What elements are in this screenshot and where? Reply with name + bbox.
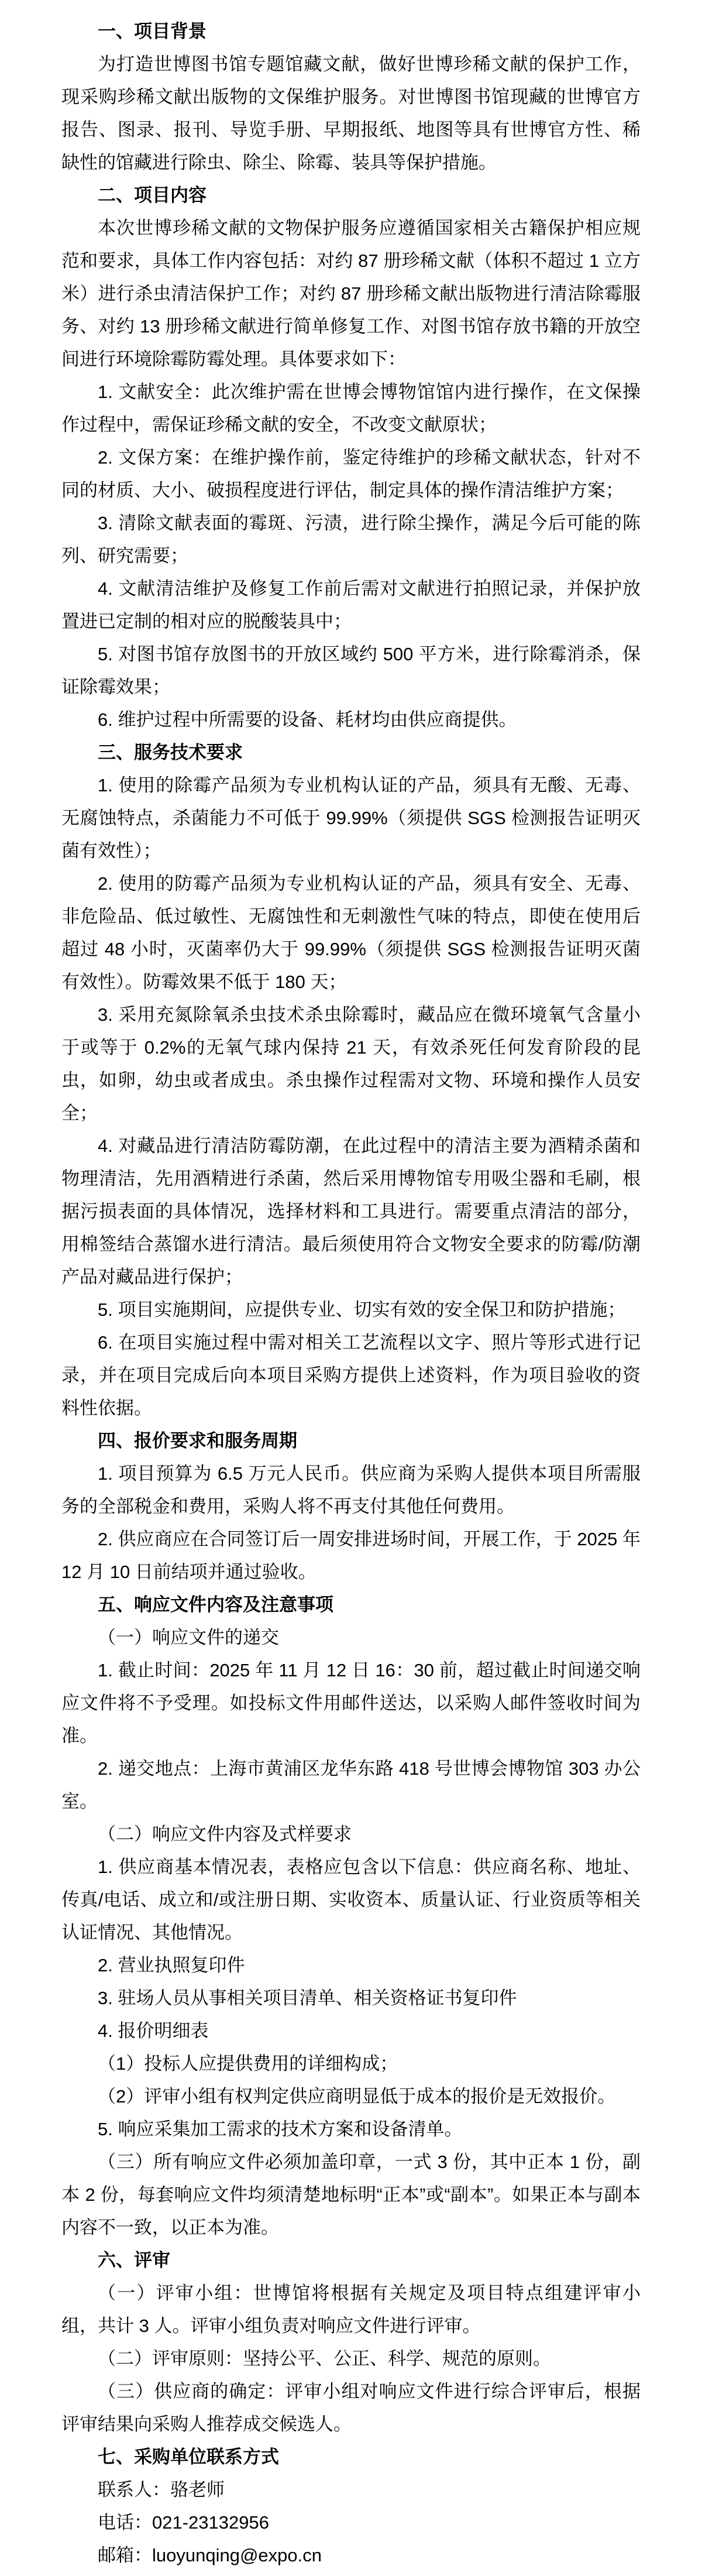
paragraph: 2. 文保方案：在维护操作前，鉴定待维护的珍稀文献状态，针对不同的材质、大小、破损程度进行评估，制定具体的操作清洁维护方案；: [61, 447, 641, 500]
heading-project-background: 一、项目背景: [98, 21, 207, 42]
paragraph: 5. 对图书馆存放图书的开放区域约 500 平方米，进行除霉消杀，保证除霉效果；: [61, 644, 641, 697]
heading-evaluation: 六、评审: [98, 2250, 170, 2270]
paragraph: 1. 使用的除霉产品须为专业机构认证的产品，须具有无酸、无毒、无腐蚀特点，杀菌能力不可低于 99.99%（须提供 SGS 检测报告证明灭菌有效性）；: [61, 775, 641, 861]
paragraph: （一）评审小组：世博馆将根据有关规定及项目特点组建评审小组，共计 3 人。评审小组负责对响应文件进行评审。: [61, 2283, 641, 2336]
paragraph: （二）评审原则：坚持公平、公正、科学、规范的原则。: [98, 2348, 551, 2369]
contact-email-line: 邮箱：luoyunqing@expo.cn: [98, 2545, 322, 2565]
paragraph: 6. 维护过程中所需要的设备、耗材均由供应商提供。: [98, 709, 517, 730]
paragraph: 2. 使用的防霉产品须为专业机构认证的产品，须具有安全、无毒、非危险品、低过敏性、无腐蚀性和无刺激性气味的特点，即使在使用后超过 48 小时，灭菌率仍大于 99.99%（须提供 SGS 检测报告证明灭菌有效性）。防霉效果不低于 180 天；: [61, 873, 641, 992]
paragraph: 5. 响应采集加工需求的技术方案和设备清单。: [98, 2119, 463, 2139]
paragraph: （三）所有响应文件必须加盖印章，一式 3 份，其中正本 1 份，副本 2 份，每套响应文件均须清楚地标明“正本”或“副本”。如果正本与副本内容不一致，以正本为准。: [61, 2152, 641, 2238]
paragraph: （1）投标人应提供费用的详细构成；: [98, 2053, 398, 2074]
paragraph: 1. 项目预算为 6.5 万元人民币。供应商为采购人提供本项目所需服务的全部税金和费用，采购人将不再支付其他任何费用。: [61, 1463, 641, 1517]
heading-technical-requirements: 三、服务技术要求: [98, 742, 243, 763]
paragraph: 2. 供应商应在合同签订后一周安排进场时间，开展工作，于 2025 年 12 月 10 日前结项并通过验收。: [61, 1529, 641, 1582]
contact-person-line: 联系人：骆老师: [98, 2479, 225, 2500]
heading-response-documents: 五、响应文件内容及注意事项: [98, 1594, 333, 1615]
paragraph: 5. 项目实施期间，应提供专业、切实有效的安全保卫和防护措施；: [98, 1299, 626, 1320]
paragraph: 2. 递交地点：上海市黄浦区龙华东路 418 号世博会博物馆 303 办公室。: [61, 1758, 641, 1812]
paragraph: （三）供应商的确定：评审小组对响应文件进行综合评审后，根据评审结果向采购人推荐成交候选人。: [61, 2381, 641, 2434]
heading-contact-info: 七、采购单位联系方式: [98, 2447, 279, 2467]
paragraph: 1. 文献安全：此次维护需在世博会博物馆馆内进行操作，在文保操作过程中，需保证珍稀文献的安全，不改变文献原状；: [61, 382, 641, 435]
contact-phone-line: 电话：021-23132956: [98, 2512, 269, 2533]
paragraph: 4. 文献清洁维护及修复工作前后需对文献进行拍照记录，并保护放置进已定制的相对应的脱酸装具中；: [61, 578, 641, 632]
heading-project-content: 二、项目内容: [98, 185, 207, 205]
paragraph: 为打造世博图书馆专题馆藏文献，做好世博珍稀文献的保护工作，现采购珍稀文献出版物的文保维护服务。对世博图书馆现藏的世博官方报告、图录、报刊、导览手册、早期报纸、地图等具有世博官方性、稀缺性的馆藏进行除虫、除尘、除霉、装具等保护措施。: [61, 54, 641, 173]
paragraph: 3. 清除文献表面的霉斑、污渍，进行除尘操作，满足今后可能的陈列、研究需要；: [61, 513, 641, 566]
paragraph: 6. 在项目实施过程中需对相关工艺流程以文字、照片等形式进行记录，并在项目完成后向本项目采购方提供上述资料，作为项目验收的资料性依据。: [61, 1332, 641, 1418]
paragraph: 3. 驻场人员从事相关项目清单、相关资格证书复印件: [98, 1988, 517, 2008]
paragraph: 4. 对藏品进行清洁防霉防潮，在此过程中的清洁主要为酒精杀菌和物理清洁，先用酒精进行杀菌，然后采用博物馆专用吸尘器和毛刷，根据污损表面的具体情况，选择材料和工具进行。需要重点清洁的部分，用棉签结合蒸馏水进行清洁。最后须使用符合文物安全要求的防霉/防潮产品对藏品进行保护；: [61, 1136, 641, 1287]
paragraph: 1. 供应商基本情况表，表格应包含以下信息：供应商名称、地址、传真/电话、成立和/或注册日期、实收资本、质量认证、行业资质等相关认证情况、其他情况。: [61, 1857, 641, 1943]
paragraph: 3. 采用充氮除氧杀虫技术杀虫除霉时，藏品应在微环境氧气含量小于或等于 0.2%的无氧气球内保持 21 天，有效杀死任何发育阶段的昆虫，如卵，幼虫或者成虫。杀虫操作过程需对文物、环境和操作人员安全；: [61, 1004, 641, 1123]
paragraph: 1. 截止时间：2025 年 11 月 12 日 16：30 前，超过截止时间递交响应文件将不予受理。如投标文件用邮件送达，以采购人邮件签收时间为准。: [61, 1660, 641, 1746]
paragraph: （2）评审小组有权判定供应商明显低于成本的报价是无效报价。: [98, 2086, 616, 2107]
paragraph: （一）响应文件的递交: [98, 1627, 279, 1648]
paragraph: 2. 营业执照复印件: [98, 1955, 245, 1975]
paragraph: 本次世博珍稀文献的文物保护服务应遵循国家相关古籍保护相应规范和要求，具体工作内容包括：对约 87 册珍稀文献（体积不超过 1 立方米）进行杀虫清洁保护工作；对约 87 册珍稀文献出版物进行清洁除霉服务、对约 13 册珍稀文献进行简单修复工作、对图书馆存放书籍的开放空间进行环境除霉防霉处理。具体要求如下：: [61, 218, 641, 369]
paragraph: （二）响应文件内容及式样要求: [98, 1824, 352, 1844]
heading-quotation-and-period: 四、报价要求和服务周期: [98, 1431, 297, 1451]
paragraph: 4. 报价明细表: [98, 2021, 209, 2041]
